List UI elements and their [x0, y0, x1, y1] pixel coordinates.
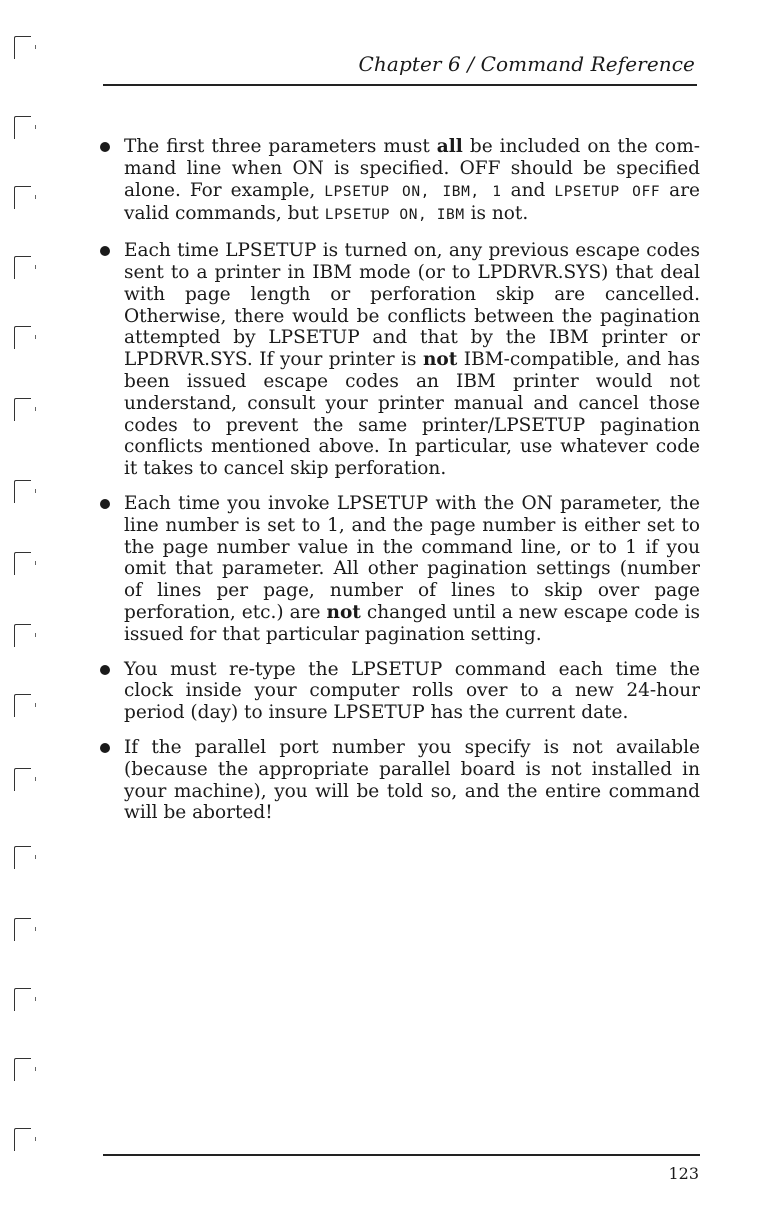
bullet-text: You must re-type the LPSETUP command each time the clock inside your computer rolls over to a new 24-hour period (day) to insure LPSETUP has the current date.: [124, 658, 700, 724]
bullet-icon: [100, 246, 110, 256]
binding-mark: [14, 186, 31, 209]
bullet-list: [100, 136, 700, 837]
bullet-text: IBM-compatible, and has been issued escape codes an IBM printer would not understand, consult your printer manual and cancel those codes to prevent the same printer/LPSETUP pagination conflicts mentioned above. In particular, use whatever code it takes to cancel skip perforation.: [124, 349, 700, 480]
binding-edge: [8, 0, 48, 1215]
bullet-text: are valid commands, but: [124, 179, 700, 225]
emphasis: all: [436, 136, 463, 157]
emphasis: not: [326, 601, 361, 623]
bullet-icon: [100, 743, 110, 753]
bullet-icon: [100, 665, 110, 675]
binding-mark: [14, 768, 31, 791]
command-example: LPSETUP OFF: [554, 183, 661, 200]
binding-mark: [14, 694, 31, 717]
chapter-title: Chapter 6 / Command Reference: [358, 52, 695, 76]
bullet-icon: [100, 499, 110, 509]
footer-rule: [103, 1154, 700, 1156]
binding-mark: [14, 116, 31, 139]
bullet-text: The first three parameters must: [124, 136, 437, 157]
binding-mark: [14, 624, 31, 647]
bullet-text: is not.: [464, 203, 529, 225]
running-header: [103, 48, 697, 86]
bullet-item: [100, 493, 700, 646]
bullet-item: [100, 659, 700, 724]
bullet-text: changed until a new escape code is issued for that particular pagination setting.: [124, 601, 700, 645]
binding-mark: [14, 552, 31, 575]
binding-mark: [14, 918, 31, 941]
bullet-text: If the parallel port number you specify is not available (because the appropriate parallel board is not installed in your machine), you will be told so, and the entire command will be aborted!: [124, 736, 700, 824]
binding-mark: [14, 846, 31, 869]
binding-mark: [14, 326, 31, 349]
binding-mark: [14, 36, 31, 59]
binding-mark: [14, 1128, 31, 1151]
binding-mark: [14, 480, 31, 503]
bullet-text: be included on the com- mand line when ON is specified. OFF should be specified alone. For example,: [124, 136, 700, 201]
bullet-icon: [100, 142, 110, 152]
binding-mark: [14, 398, 31, 421]
command-example: LPSETUP ON, IBM: [324, 207, 465, 224]
emphasis: not: [422, 349, 458, 371]
page-number: 123: [668, 1164, 699, 1183]
binding-mark: [14, 988, 31, 1011]
bullet-item: [100, 737, 700, 824]
bullet-item: [100, 136, 700, 227]
bullet-text: Each time you invoke LPSETUP with the ON parameter, the line number is set to 1, and the page number is either set to the page number value in the command line, or to 1 if you omit that parameter. All other pagination settings (number of lines per page, number of lines to skip over page perforation, etc.) are: [124, 492, 700, 623]
binding-mark: [14, 256, 31, 279]
binding-mark: [14, 1058, 31, 1081]
bullet-item: [100, 240, 700, 480]
bullet-text: Each time LPSETUP is turned on, any previous escape codes sent to a printer in IBM mode (or to LPDRVR.SYS) that deal with page length or perforation skip are cancelled. Otherwise, there would be conflicts between the pagination attempted by LPSETUP and that by the IBM printer or LPDRVR.SYS. If your printer is: [124, 240, 700, 371]
bullet-text: and: [501, 179, 555, 201]
command-example: LPSETUP ON, IBM, 1: [324, 183, 502, 200]
